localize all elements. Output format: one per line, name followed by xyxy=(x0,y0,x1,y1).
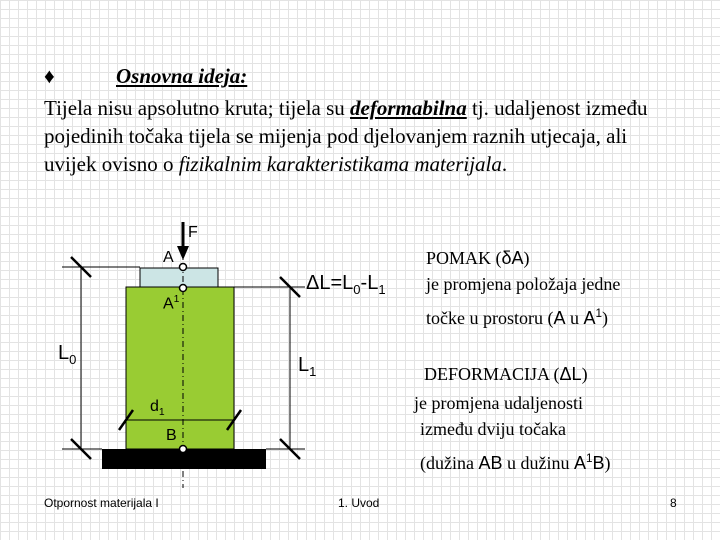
heading-title: Osnovna ideja: xyxy=(116,64,248,88)
pomak-line1: je promjena položaja jedne xyxy=(426,274,621,294)
deformacija-title-text: DEFORMACIJA ( xyxy=(424,364,560,384)
term-deformabilna: deformabilna xyxy=(350,96,467,120)
pomak-point-a1: A xyxy=(583,308,596,328)
point-b-marker xyxy=(180,446,187,453)
deformacija-a1: A xyxy=(574,453,587,473)
deformacija-symbol: ΔL xyxy=(559,364,582,384)
pomak-title-end: ) xyxy=(523,248,530,268)
deformacija-line3-u: u dužinu xyxy=(502,453,574,473)
formula-delta-l: ΔL=L xyxy=(306,272,354,294)
force-arrow-head xyxy=(177,246,189,260)
point-a1-label xyxy=(163,294,179,313)
point-a1-sup: 1 xyxy=(173,294,180,305)
formula-sub1: 1 xyxy=(378,282,386,297)
l0-sub: 0 xyxy=(69,352,77,367)
pomak-point-a1-sup: 1 xyxy=(595,307,603,320)
deformacija-b: B xyxy=(592,453,605,473)
l1-base: L xyxy=(298,354,310,376)
deformacija-line1: je promjena udaljenosti xyxy=(414,393,583,413)
d1-base: d xyxy=(150,398,159,415)
pomak-point-a: A xyxy=(553,308,566,328)
load-cap xyxy=(140,268,218,287)
formula-sub0: 0 xyxy=(353,282,361,297)
term-fizikalnim: fizikalnim karakteristikama materijala xyxy=(178,152,502,176)
page-number: 8 xyxy=(670,496,677,510)
paragraph-text-2: tj. udaljenost između pojedinih točaka tijela se mijenja pod djelovanjem raznih utjecaja, ali uvijek ovisno o xyxy=(44,96,648,176)
point-b-label: B xyxy=(166,427,177,444)
deformacija-a1-sup: 1 xyxy=(586,452,593,465)
paragraph-text-3: . xyxy=(501,152,508,176)
deformacija-ab: AB xyxy=(478,453,503,473)
pomak-line2-end: ) xyxy=(602,308,609,328)
pomak-line2-u: u xyxy=(565,308,584,328)
force-label: F xyxy=(188,224,198,241)
l0-label xyxy=(58,342,76,367)
deformacija-line3-end: ) xyxy=(604,453,611,473)
footer-course: Otpornost materijala I xyxy=(44,496,159,510)
pomak-title xyxy=(426,246,530,270)
d1-label xyxy=(150,398,165,418)
diamond-bullet-icon: ♦ xyxy=(44,64,55,88)
deformacija-title-end: ) xyxy=(581,364,588,384)
l1-sub: 1 xyxy=(309,364,317,379)
deformacija-line3-a: (dužina xyxy=(420,453,479,473)
pomak-symbol: δA xyxy=(501,248,524,268)
deformacija-title xyxy=(424,362,588,386)
footer-section: 1. Uvod xyxy=(338,496,380,510)
deformacija-line2: između dviju točaka xyxy=(420,419,566,439)
point-a1-marker xyxy=(180,285,187,292)
paragraph-text-1: Tijela nisu apsolutno kruta; tijela su xyxy=(44,96,351,120)
pomak-line2-a: točke u prostoru ( xyxy=(426,308,554,328)
l0-base: L xyxy=(58,342,70,364)
pomak-title-text: POMAK ( xyxy=(426,248,502,268)
d1-sub: 1 xyxy=(158,407,165,419)
delta-l-formula xyxy=(306,272,386,297)
point-a-marker xyxy=(180,264,187,271)
deformable-body xyxy=(126,287,234,449)
point-a-label: A xyxy=(163,249,174,266)
deformacija-line3 xyxy=(420,447,611,475)
point-a1-base: A xyxy=(163,295,174,313)
l1-label xyxy=(298,354,316,379)
formula-minus: -L xyxy=(360,272,379,294)
pomak-line2 xyxy=(426,302,608,330)
